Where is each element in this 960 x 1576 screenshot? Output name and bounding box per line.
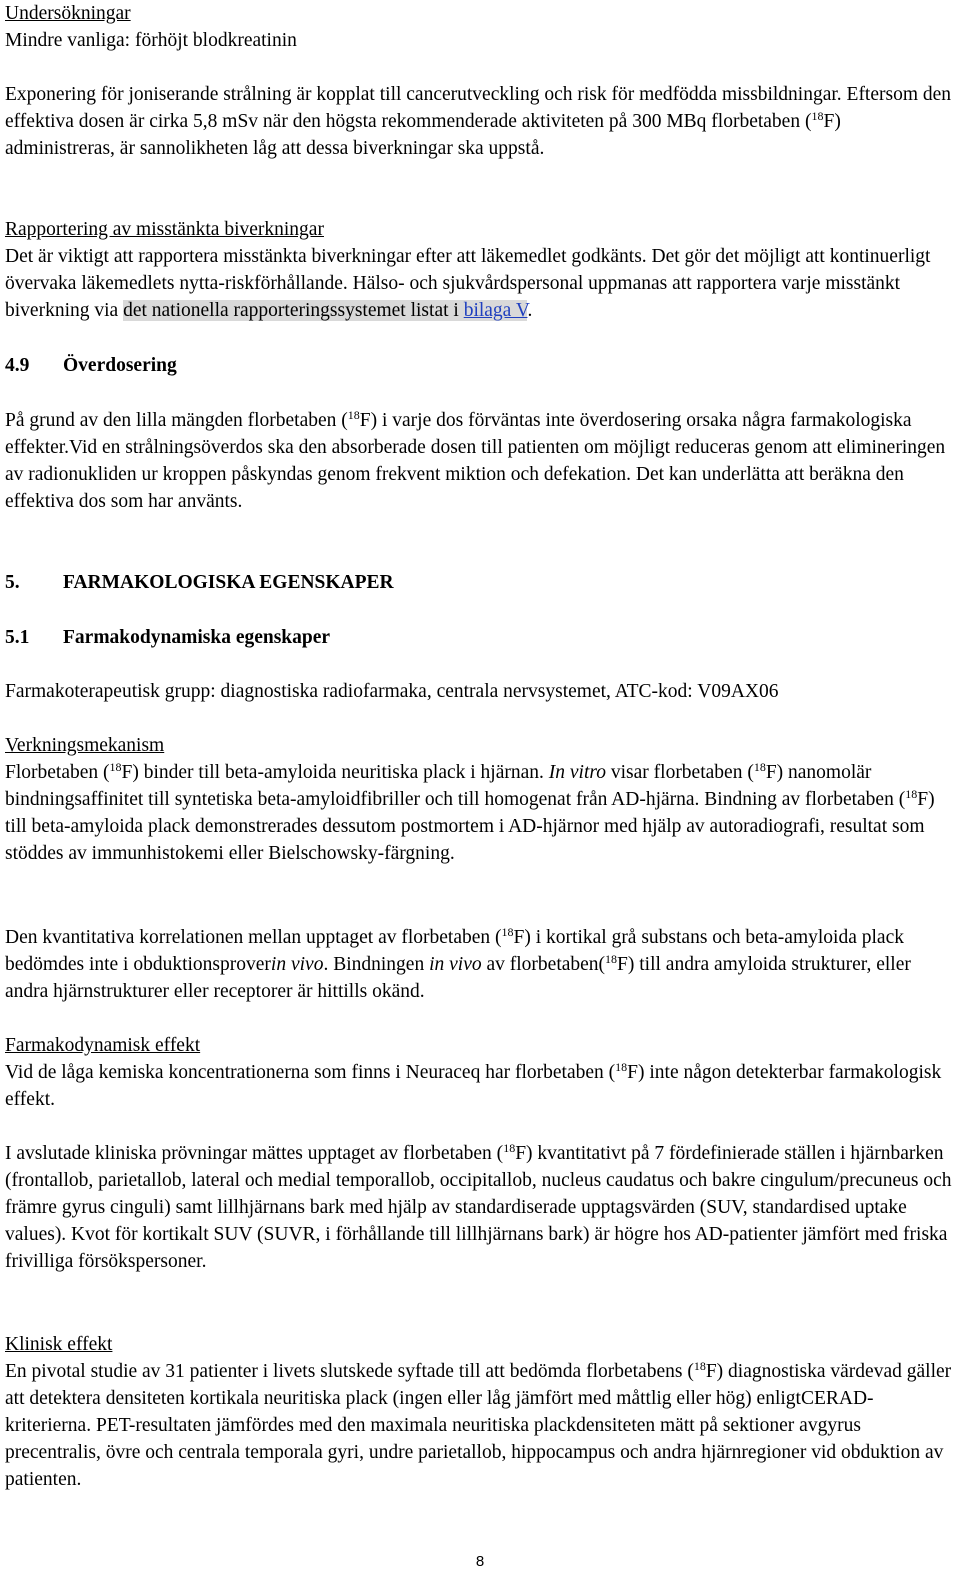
mechanism-text-2: F) binder till beta-amyloida neuritiska plack i hjärnan.	[121, 762, 549, 783]
section-4-9-number: 4.9	[5, 355, 30, 376]
trials-text-2: F) kvantitativt på 7 fördefinierade ställen i hjärnbarken (frontallob, parietallob, lateral och medial temporallob, occipitallob, nucleus caudatus och bakre cingulum/precuneus och främre gyrus cinguli) samt lillhjärnans bark med hjälp av standardiserade upptagsvärden (SUV, standardised uptake values). Kvot för kortikalt SUV (SUVR, i förhållande till lillhjärnans bark) är högre hos AD-patienter jämfört med friska frivilliga försökspersoner.	[5, 1143, 952, 1272]
undersokningar-block	[5, 0, 955, 54]
section-5-1-heading	[5, 624, 955, 651]
quantitative-paragraph	[5, 924, 955, 1005]
section-4-9-heading	[5, 352, 955, 379]
quant-text-3: . Bindningen	[323, 954, 430, 975]
undersokningar-heading: Undersökningar	[5, 3, 131, 24]
reporting-end: .	[527, 300, 533, 321]
isotope-superscript: 18	[501, 925, 514, 939]
quant-text-4: av florbetaben(	[481, 954, 606, 975]
section-5-1-title: Farmakodynamiska egenskaper	[63, 627, 331, 648]
mechanism-block	[5, 732, 955, 867]
reporting-heading: Rapportering av misstänkta biverkningar	[5, 219, 324, 240]
trials-text-1: I avslutade kliniska prövningar mättes upptaget av florbetaben (	[5, 1143, 504, 1164]
section-5-number: 5.	[5, 572, 20, 593]
reporting-highlight-text: det nationella rapporteringssystemet listat i	[123, 300, 464, 321]
isotope-superscript: 18	[347, 408, 360, 422]
pharmacotherapeutic-group	[5, 678, 955, 705]
mechanism-italic-in-vitro: In vitro	[548, 762, 606, 783]
section-5-heading	[5, 569, 955, 596]
isotope-superscript: 18	[615, 1060, 628, 1074]
exposure-text-2: F) administreras, är sannolikheten låg att dessa biverkningar ska uppstå.	[5, 111, 841, 159]
mechanism-text-4: F) nanomolär bindningsaffinitet till syntetiska beta-amyloidfibriller och till homogenat från AD-hjärna. Bindning av florbetaben (	[5, 762, 906, 810]
section-4-9-title: Överdosering	[63, 355, 177, 376]
quant-text-5: F) till andra amyloida strukturer, eller andra hjärnstrukturer eller receptorer är hittills okänd.	[5, 954, 911, 1002]
section-5-title: FARMAKOLOGISKA EGENSKAPER	[63, 572, 394, 593]
isotope-superscript: 18	[905, 787, 918, 801]
exposure-text-1: Exponering för joniserande strålning är kopplat till cancerutveckling och risk för medfödda missbildningar. Eftersom den effektiva dosen är cirka 5,8 mSv när den högsta rekommenderade aktiviteten på 300 MBq florbetaben (	[5, 84, 952, 132]
isotope-superscript: 18	[503, 1141, 516, 1155]
mechanism-heading: Verkningsmekanism	[5, 735, 165, 756]
pd-effect-heading: Farmakodynamisk effekt	[5, 1035, 201, 1056]
isotope-superscript: 18	[605, 952, 618, 966]
page-number: 8	[475, 1553, 485, 1570]
pharmacodynamic-effect-block	[5, 1032, 955, 1113]
overdose-text-2: F) i varje dos förväntas inte överdosering orsaka några farmakologiska effekter.Vid en strålningsöverdos ska den absorberade dosen till patienten om möjligt reduceras genom att elimineringen av radionukliden ur kroppen påskyndas genom frekvent miktion och defekation. Det kan underlätta att beräkna den effektiva dos som har använts.	[5, 410, 946, 512]
isotope-superscript: 18	[753, 760, 766, 774]
isotope-superscript: 18	[109, 760, 122, 774]
section-5-1-number: 5.1	[5, 627, 30, 648]
overdose-paragraph	[5, 407, 955, 515]
reporting-highlight	[123, 300, 527, 321]
isotope-superscript: 18	[811, 109, 824, 123]
clinical-trials-paragraph	[5, 1140, 955, 1275]
clinical-effect-block	[5, 1331, 955, 1493]
isotope-superscript: 18	[693, 1359, 706, 1373]
exposure-paragraph	[5, 81, 955, 162]
reporting-text: Det är viktigt att rapportera misstänkta biverkningar efter att läkemedlet godkänts. Det gör det möjligt att kontinuerligt övervaka läkemedlets nytta-riskförhållande. Hälso- och sjukvårdspersonal uppmanas att rapportera varje misstänkt biverkning via	[5, 246, 931, 321]
reporting-block	[5, 216, 955, 324]
clinical-text-2: F) diagnostiska värdevad gäller att detektera densiteten kortikala neuritiska plack (ingen eller låg jämfört med måttlig eller hög) enligtCERAD-kriterierna. PET-resultaten jämfördes med den maximala neuritiska plackdensiteten mätt på sektioner avgyrus precentralis, övre och centrala temporala gyri, undre parietallob, hippocampus och andra hjärnregioner vid obduktion av patienten.	[5, 1361, 952, 1490]
mechanism-text-1: Florbetaben (	[5, 762, 110, 783]
undersokningar-text: Mindre vanliga: förhöjt blodkreatinin	[5, 30, 297, 51]
overdose-text-1: På grund av den lilla mängden florbetaben (	[5, 410, 348, 431]
pd-effect-text-2: F) inte någon detekterbar farmakologisk effekt.	[5, 1062, 942, 1110]
group-text: Farmakoterapeutisk grupp: diagnostiska radiofarmaka, centrala nervsystemet, ATC-kod: V09AX06	[5, 681, 779, 702]
clinical-text-1: En pivotal studie av 31 patienter i livets slutskede syftade till att bedömda florbetabens (	[5, 1361, 694, 1382]
quant-text-1: Den kvantitativa korrelationen mellan upptaget av florbetaben (	[5, 927, 502, 948]
mechanism-text-3: visar florbetaben (	[606, 762, 754, 783]
quant-italic-in-vivo-2: in vivo	[429, 954, 482, 975]
bilaga-v-link[interactable]: bilaga V	[463, 300, 528, 321]
mechanism-text-5: F) till beta-amyloida plack demonstrerades dessutom postmortem i AD-hjärnor med hjälp av autoradiografi, resultat som stöddes av immunhistokemi eller Bielschowsky-färgning.	[5, 789, 935, 864]
quant-italic-in-vivo: in vivo	[270, 954, 324, 975]
quant-text-2: F) i kortikal grå substans och beta-amyloida plack bedömdes inte i obduktionsprover	[5, 927, 904, 975]
pd-effect-text-1: Vid de låga kemiska koncentrationerna som finns i Neuraceq har florbetaben (	[5, 1062, 616, 1083]
clinical-effect-heading: Klinisk effekt	[5, 1334, 113, 1355]
